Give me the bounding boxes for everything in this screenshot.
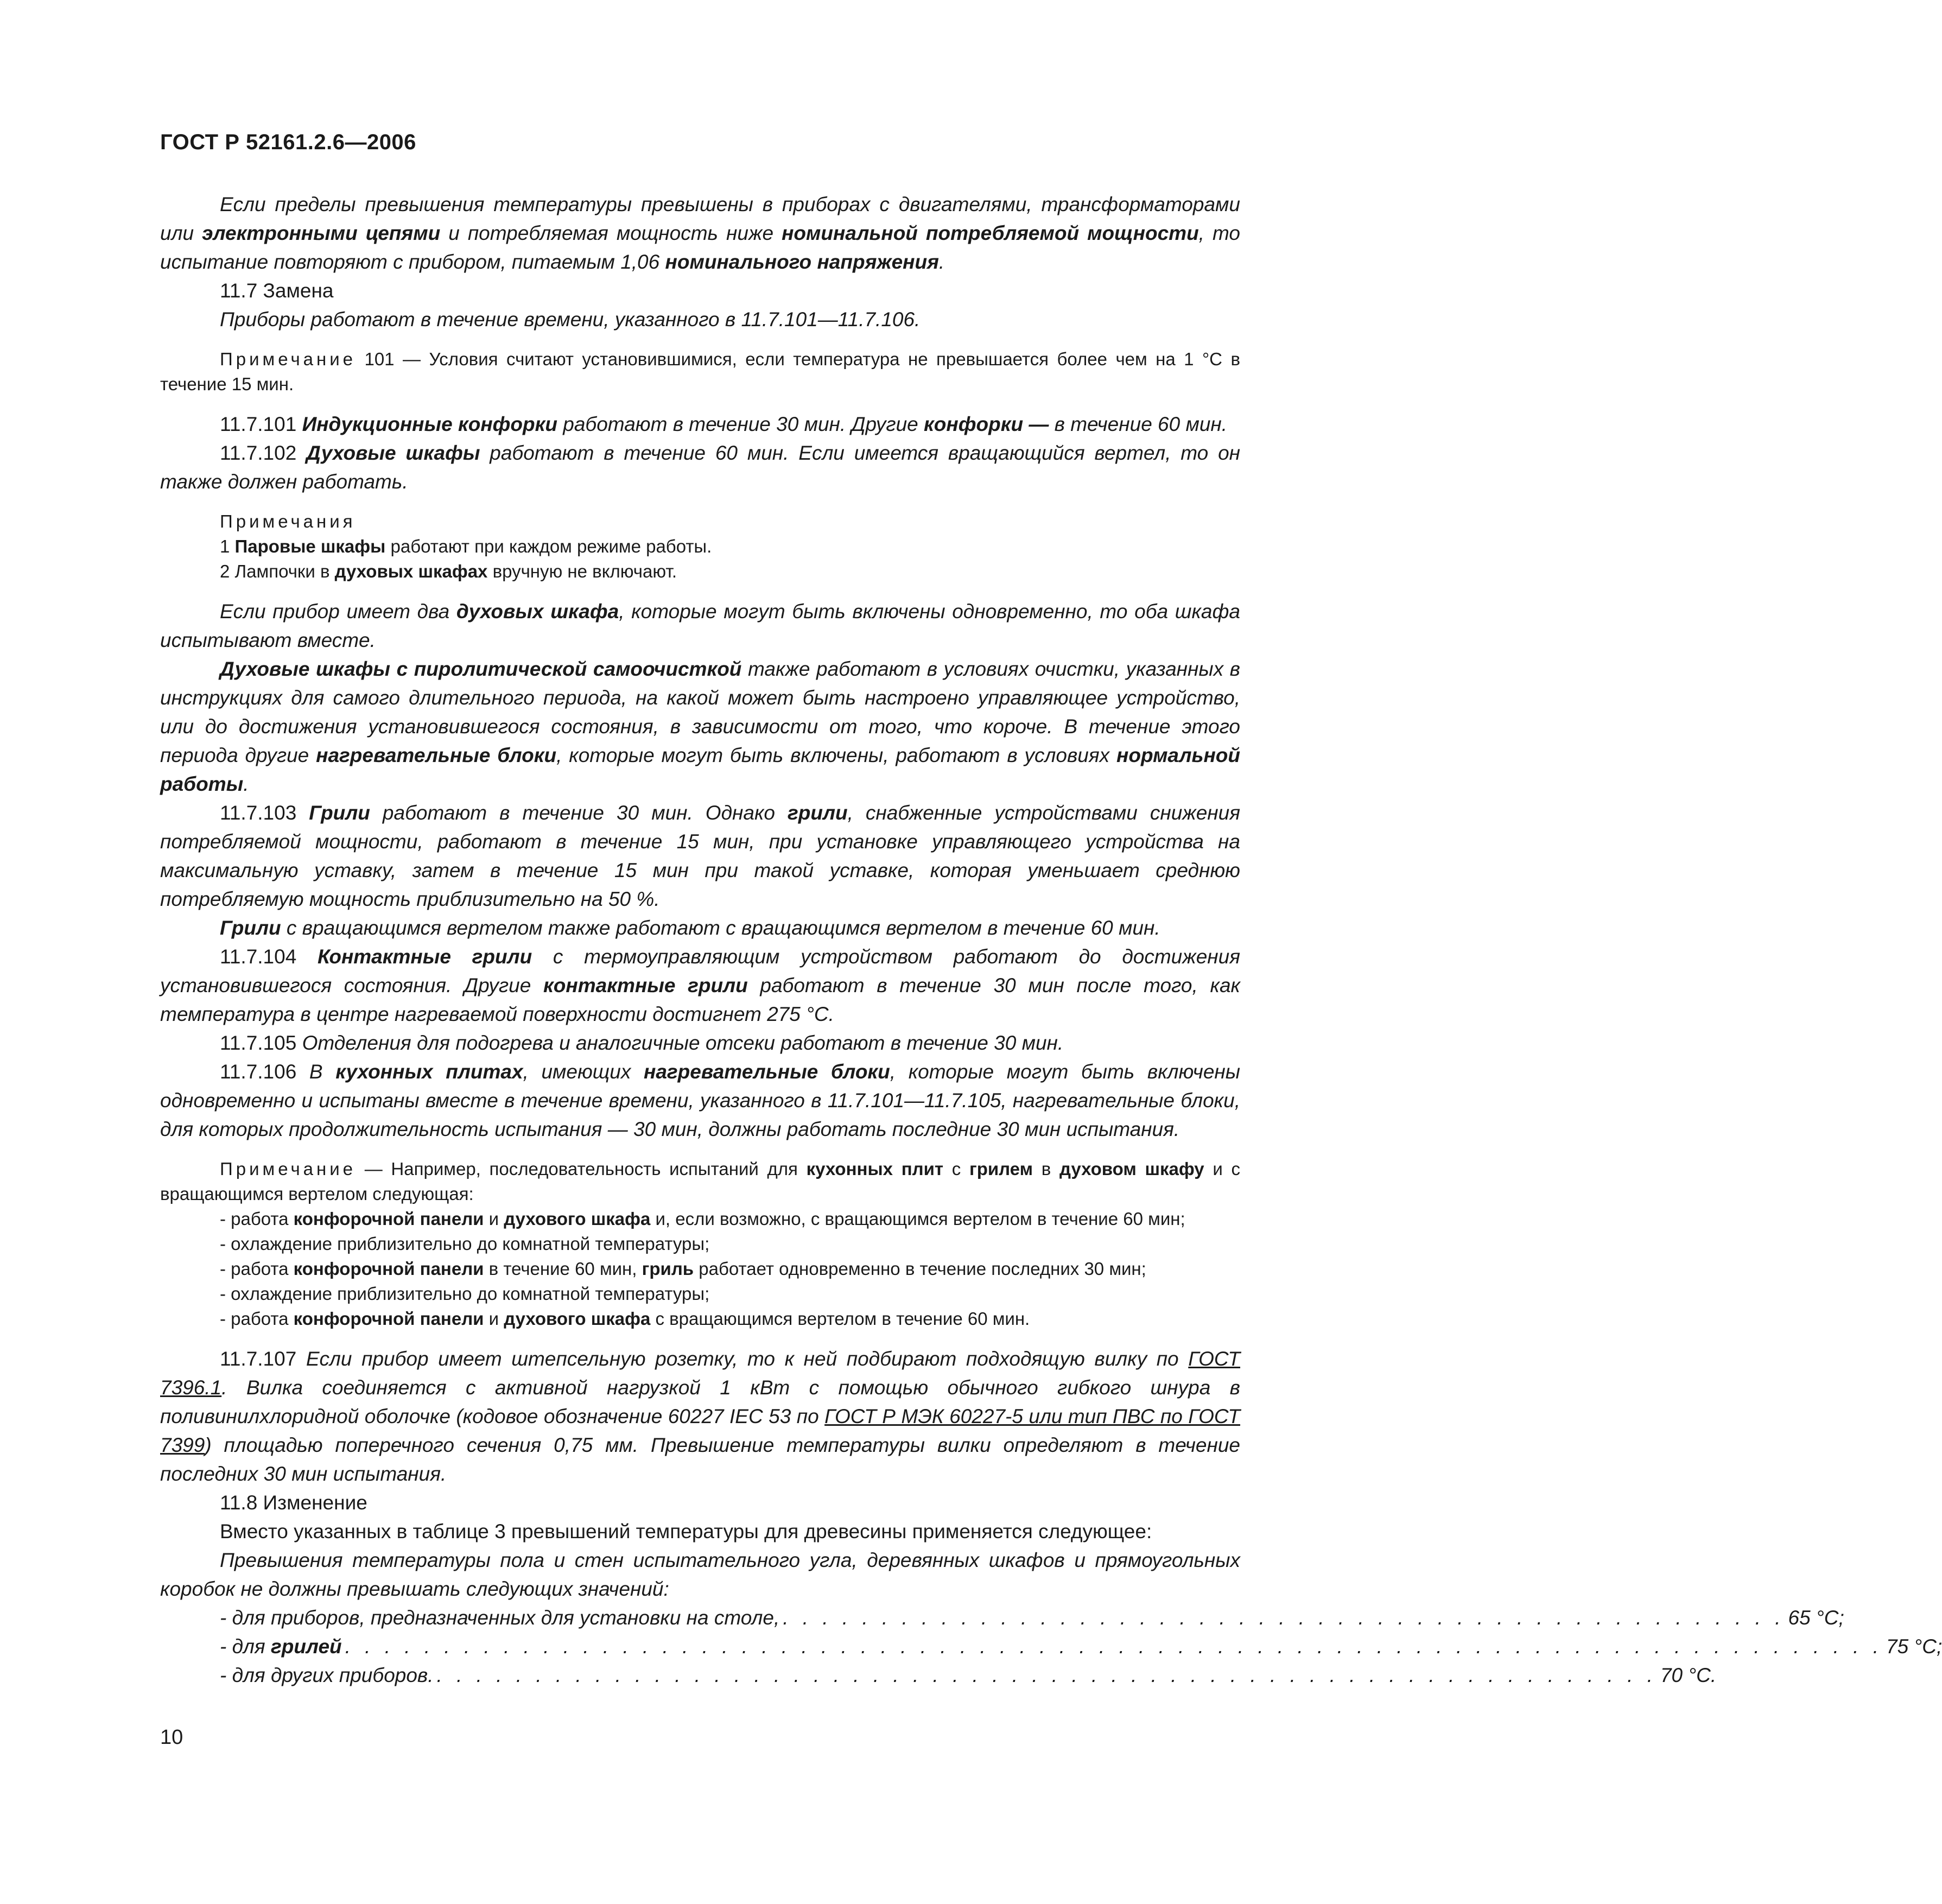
term: кухонных плит [806,1159,944,1179]
limit-label: - для приборов, предназначенных для установки на столе, [220,1607,780,1629]
term: грилей [270,1635,342,1658]
term: грилем [969,1159,1033,1179]
text: и с вращающимся вертелом следующая: [160,1159,1240,1204]
paragraph-rotisserie-grills [160,913,1240,942]
text: с вращающимся вертелом в течение 60 мин. [650,1309,1030,1329]
term: Грили [309,802,370,824]
clause-number: 11.7.102 [220,442,307,464]
term: контактные грили [543,974,748,997]
clause-11-7-102 [160,439,1240,496]
clause-number: 11.7.107 [220,1348,306,1370]
text: Отделения для подогрева и аналогичные отсеки работают в течение 30 мин. [302,1032,1064,1054]
term: Контактные грили [318,945,532,968]
note-label: Примечание [220,1159,357,1179]
paragraph-temperature-rise-limits: Превышения температуры пола и стен испытательного угла, деревянных шкафов и прямоугольных коробок не должны превышать следующих значений: [160,1549,1240,1600]
term: электронными цепями [202,222,441,244]
term: кухонных плитах [335,1061,523,1083]
note-list-item: - охлаждение приблизительно до комнатной температуры; [220,1284,710,1304]
clause-number: 11.7.106 [220,1061,309,1083]
clause-11-7-103 [160,798,1240,913]
text: - работа [220,1309,294,1329]
term: нагревательные блоки [316,744,557,766]
clause-11-7-104 [160,942,1240,1029]
text: . Вилка соединяется с активной нагрузкой 1 кВт с помощью обычного гибкого шнура в поливинилхлоридной оболочке (кодовое обозначение 60227 IEC 53 по [160,1376,1240,1427]
clause-number: 11.7.104 [220,945,318,968]
term: нагревательные блоки [644,1061,890,1083]
clause-number: 11.7.101 [220,413,302,435]
note-list-item: - охлаждение приблизительно до комнатной температуры; [220,1234,710,1254]
term: грили [788,802,848,824]
text: , которые могут быть включены одновременно и испытаны вместе в течение времени, указанного в 11.7.101—11.7.105, нагревательные блоки, для которых продолжительность испытания — 30 мин, должны работать последние 30 мин испытания. [160,1061,1240,1140]
text: 2 Лампочки в [220,561,335,581]
clause-11-7-105 [160,1029,1240,1057]
text: Если прибор имеет два [220,600,456,623]
section-11-7-heading: 11.7 Замена [220,280,334,302]
text: работают в течение 60 мин. Если имеется вращающийся вертел, то он также должен работать. [160,442,1241,493]
paragraph-instead-of-table: Вместо указанных в таблице 3 превышений температуры для древесины применяется следующее: [220,1520,1152,1543]
text: . [243,773,249,795]
text: , снабженные устройствами снижения потребляемой мощности, работают в течение 15 мин, при установке управляющего устройства на максимальную уставку, затем в течение 15 мин при такой уставке, которая уменьшает среднюю потребляемую мощность приблизительно на 50 %. [160,802,1241,910]
text: Если прибор имеет штепсельную розетку, то к ней подбирают подходящую вилку по [306,1348,1189,1370]
note-text: 101 — Условия считают установившимися, если температура не превышается более чем на 1 °С в течение 15 мин. [160,349,1240,394]
term: номинального напряжения [665,251,939,273]
note-list-item [160,1306,1240,1331]
text: работают при каждом режиме работы. [385,536,712,556]
notes-label: Примечания [220,511,356,531]
text: вручную не включают. [487,561,677,581]
limit-value: 75 °С; [1886,1635,1942,1658]
limit-label: - для [220,1635,271,1658]
text: 1 [220,536,235,556]
term: духового шкафа [504,1309,651,1329]
page-number: 10 [160,1726,183,1749]
limit-label: - для других приборов. [220,1664,434,1686]
term: конфорочной панели [293,1209,484,1229]
text: с вращающимся вертелом также работают с вращающимся вертелом в течение 60 мин. [281,917,1160,939]
text: также работают в условиях очистки, указанных в инструкциях для самого длительного периода, на какой может быть настроено управляющее устройство, или до достижения установившегося состояния, в зависимости от того, что короче. В течение этого периода другие [160,658,1240,766]
term: духовых шкафах [334,561,488,581]
term: конфорочной панели [293,1309,484,1329]
term: номинальной потребляемой мощности [782,222,1199,244]
term: конфорочной панели [293,1259,484,1279]
text: работают в течение 30 мин после того, как температура в центре нагреваемой поверхности достигнет 275 °С. [160,974,1240,1025]
term: духовом шкафу [1059,1159,1204,1179]
clause-number: 11.7.103 [220,802,309,824]
text: . [938,251,945,273]
paragraph-two-ovens [160,597,1240,655]
text: , которые могут быть включены, работают в условиях [556,744,1116,766]
text: с [943,1159,969,1179]
leader-dots: . . . . . . . . . . . . . . . . . . . . . . . . . . . . . . . . . . . . . . . . . . . . . . . . . . . . . . . . . . . . . . [436,1664,1657,1686]
term: гриль [642,1259,694,1279]
limit-value: 70 °С. [1660,1664,1717,1686]
limit-value: 65 °С; [1788,1607,1844,1629]
term: Паровые шкафы [234,536,386,556]
text: работает одновременно в течение последних 30 мин; [694,1259,1146,1279]
text: В [309,1061,336,1083]
text: , которые могут быть включены одновременно, то оба шкафа испытывают вместе. [160,600,1240,651]
limit-row-other-appliances [220,1661,1717,1690]
limit-row-grills [220,1632,1942,1661]
text: и [484,1209,504,1229]
text: , имеющих [523,1061,644,1083]
note-1 [160,534,1240,559]
text: в течение 60 мин, [484,1259,642,1279]
text: — Например, последовательность испытаний для [356,1159,807,1179]
term: Духовые шкафы с пиролитической самоочисткой [220,658,742,680]
standard-reference-link[interactable]: ГОСТ 7396.1 [160,1348,1241,1399]
clause-11-7-106 [160,1057,1240,1144]
term: конфорки — [924,413,1049,435]
text: , то испытание повторяют с прибором, питаемым 1,06 [160,222,1240,273]
clause-11-7-107 [160,1344,1240,1488]
leader-dots: . . . . . . . . . . . . . . . . . . . . . . . . . . . . . . . . . . . . . . . . . . . . . . . . . . . . . . . . . . . . . . . . . . . . . . . . . . . . . . [345,1635,1883,1658]
leader-dots: . . . . . . . . . . . . . . . . . . . . . . . . . . . . . . . . . . . . . . . . . . . . . . . . . . . [783,1607,1785,1629]
text: - работа [220,1209,294,1229]
text: и потребляемая мощность ниже [440,222,782,244]
document-body [160,190,1942,1690]
clause-number: 11.7.105 [220,1032,302,1054]
standard-reference-link[interactable]: ГОСТ Р МЭК 60227-5 или тип ПВС по ГОСТ 7399 [160,1405,1240,1456]
section-11-8-heading: 11.8 Изменение [220,1492,367,1514]
term: духовых шкафа [456,600,619,623]
text: и, если возможно, с вращающимся вертелом в течение 60 мин; [650,1209,1185,1229]
text: ) площадью поперечного сечения 0,75 мм. Превышение температуры вилки определяют в течение последних 30 мин испытания. [160,1434,1240,1485]
term: Духовые шкафы [306,442,480,464]
limit-row-table-appliances [220,1603,1844,1632]
term: нормальной работы [160,744,1240,795]
text: с термоуправляющим устройством работают до достижения установившегося состояния. Другие [160,945,1240,997]
note-list-item [160,1256,1240,1281]
term: духового шкафа [504,1209,651,1229]
text: в течение 60 мин. [1049,413,1228,435]
paragraph-operation-time: Приборы работают в течение времени, указанного в 11.7.101—11.7.106. [220,308,921,331]
note-test-sequence [160,1157,1240,1207]
standard-header: ГОСТ Р 52161.2.6—2006 [160,130,416,154]
text: - работа [220,1259,294,1279]
text: Если пределы превышения температуры превышены в приборах с двигателями, трансформаторами или [160,193,1240,244]
term: Грили [220,917,281,939]
note-list-item [160,1207,1240,1232]
note-101 [160,347,1240,397]
clause-11-7-101 [160,410,1240,439]
paragraph-temperature-limits [160,190,1240,276]
text: в [1033,1159,1059,1179]
note-label: Примечание [220,349,357,369]
term: Индукционные конфорки [302,413,557,435]
text: работают в течение 30 мин. Другие [557,413,924,435]
note-2 [160,559,1240,584]
text: и [484,1309,504,1329]
paragraph-pyrolytic-ovens [160,655,1240,798]
text: работают в течение 30 мин. Однако [370,802,788,824]
